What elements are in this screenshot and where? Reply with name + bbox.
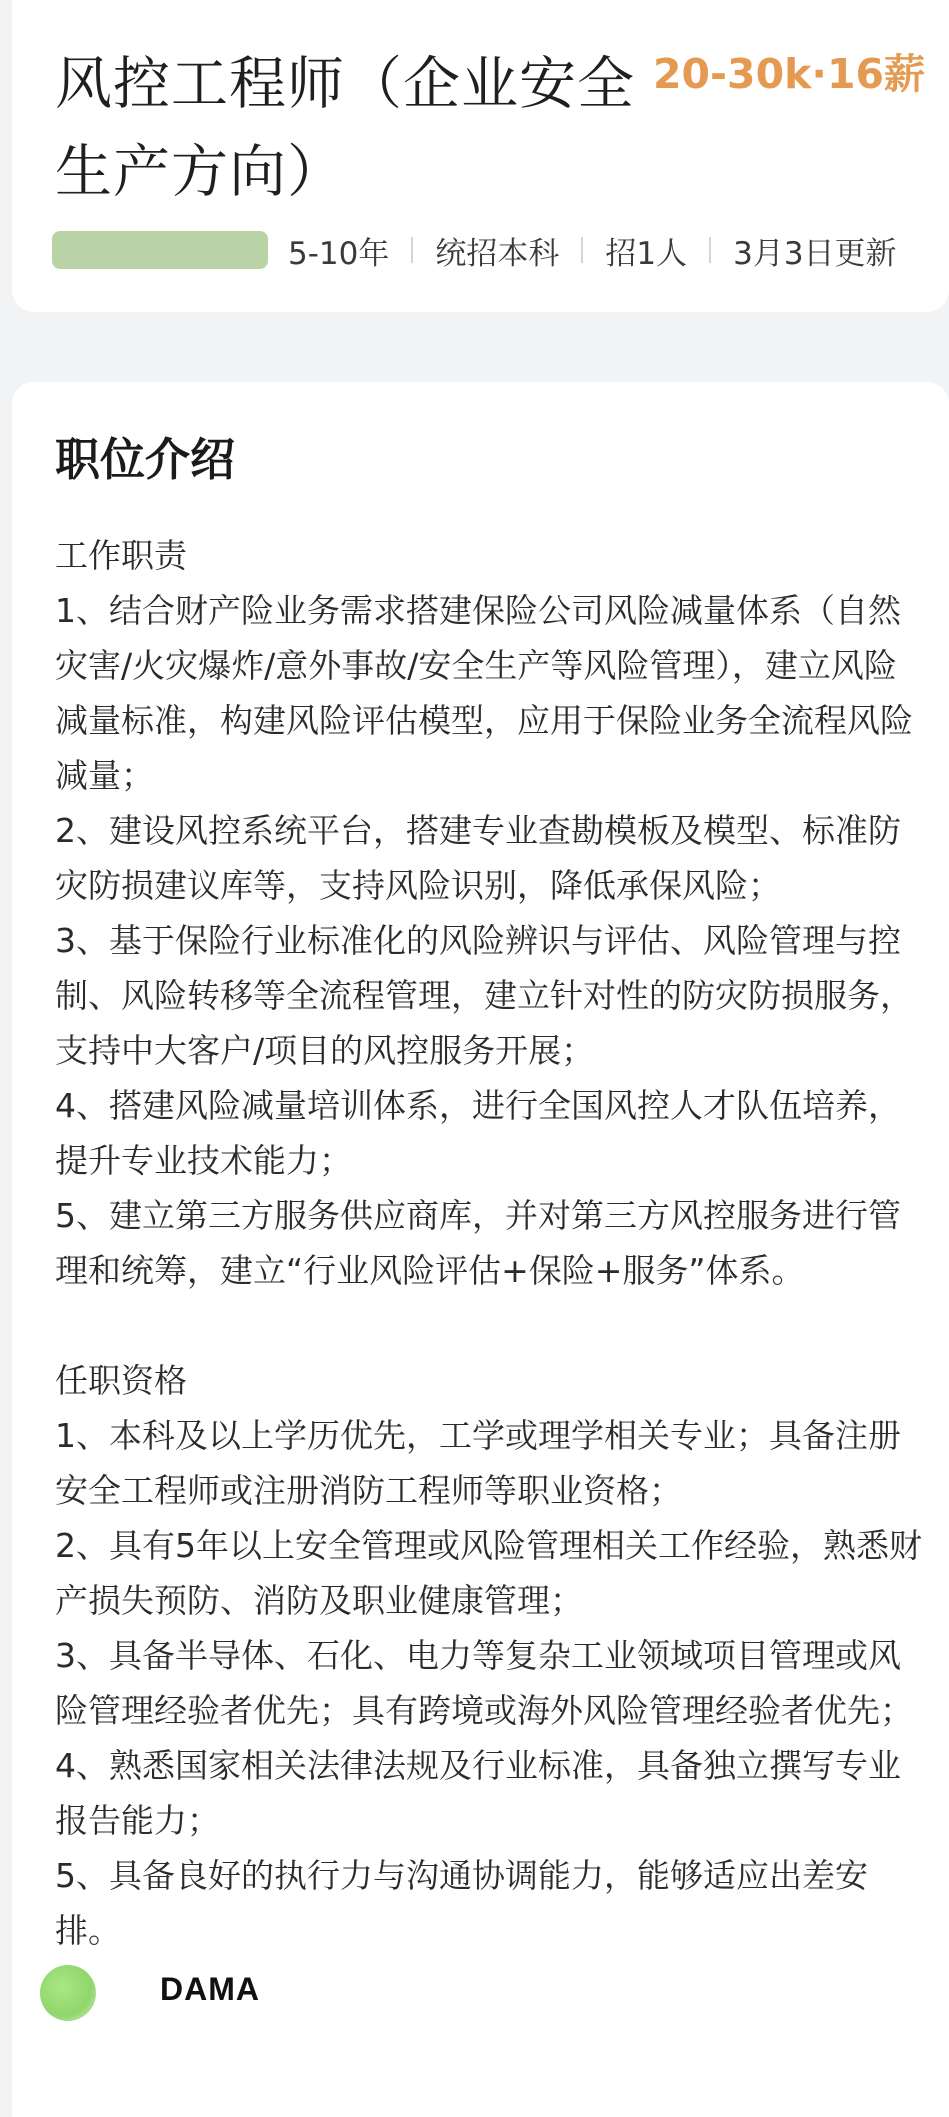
qualification-item: 1、本科及以上学历优先，工学或理学相关专业；具备注册安全工程师或注册消防工程师等职业资格； [55, 1416, 901, 1510]
section-title: 职位介绍 [55, 433, 236, 486]
job-title: 风控工程师（企业安全生产方向） [55, 51, 635, 205]
qualification-item: 3、具备半导体、石化、电力等复杂工业领域项目管理或风险管理经验者优先；具有跨境或海外风险管理经验者优先； [55, 1636, 913, 1730]
job-header-card [12, 0, 949, 312]
paragraph-gap [55, 1298, 927, 1353]
job-meta-row [52, 226, 897, 274]
qualification-item: 4、熟悉国家相关法律法规及行业标准，具备独立撰写专业报告能力； [55, 1746, 901, 1840]
education-requirement: 统招本科 [435, 235, 560, 272]
duty-item: 4、搭建风险减量培训体系，进行全国风控人才队伍培养，提升专业技术能力； [55, 1086, 901, 1180]
duty-item: 1、结合财产险业务需求搭建保险公司风险减量体系（自然灾害/火灾爆炸/意外事故/安全生产等风险管理），建立风险减量标准，构建风险评估模型，应用于保险业务全流程风险减量； [55, 591, 913, 795]
duty-item: 3、基于保险行业标准化的风险辨识与评估、风险管理与控制、风险转移等全流程管理，建立针对性的防灾防损服务，支持中大客户/项目的风控服务开展； [55, 921, 913, 1070]
duty-item: 2、建设风控系统平台，搭建专业查勘模板及模型、标准防灾防损建议库等，支持风险识别，降低承保风险； [55, 811, 901, 905]
salary-label: 20-30k·16薪 [652, 50, 925, 98]
qualification-item: 5、具备良好的执行力与沟通协调能力，能够适应出差安排。 [55, 1856, 868, 1950]
headcount: 招1人 [605, 235, 688, 272]
qualification-item: 2、具有5年以上安全管理或风险管理相关工作经验，熟悉财产损失预防、消防及职业健康管理； [55, 1526, 922, 1620]
meta-divider [581, 237, 583, 263]
meta-divider [411, 237, 413, 263]
company-name-redacted[interactable] [52, 231, 268, 269]
qualifications-heading: 任职资格 [55, 1361, 187, 1400]
duties-heading: 工作职责 [55, 536, 187, 575]
update-date: 3月3日更新 [733, 235, 897, 272]
job-description-content [55, 528, 927, 1958]
watermark-text: DAMA [160, 1970, 260, 2007]
meta-divider [709, 237, 711, 263]
job-description-card [12, 382, 949, 2117]
duty-item: 5、建立第三方服务供应商库，并对第三方风控服务进行管理和统筹，建立“行业风险评估+保险+服务”体系。 [55, 1196, 901, 1290]
experience-requirement: 5-10年 [288, 235, 390, 272]
